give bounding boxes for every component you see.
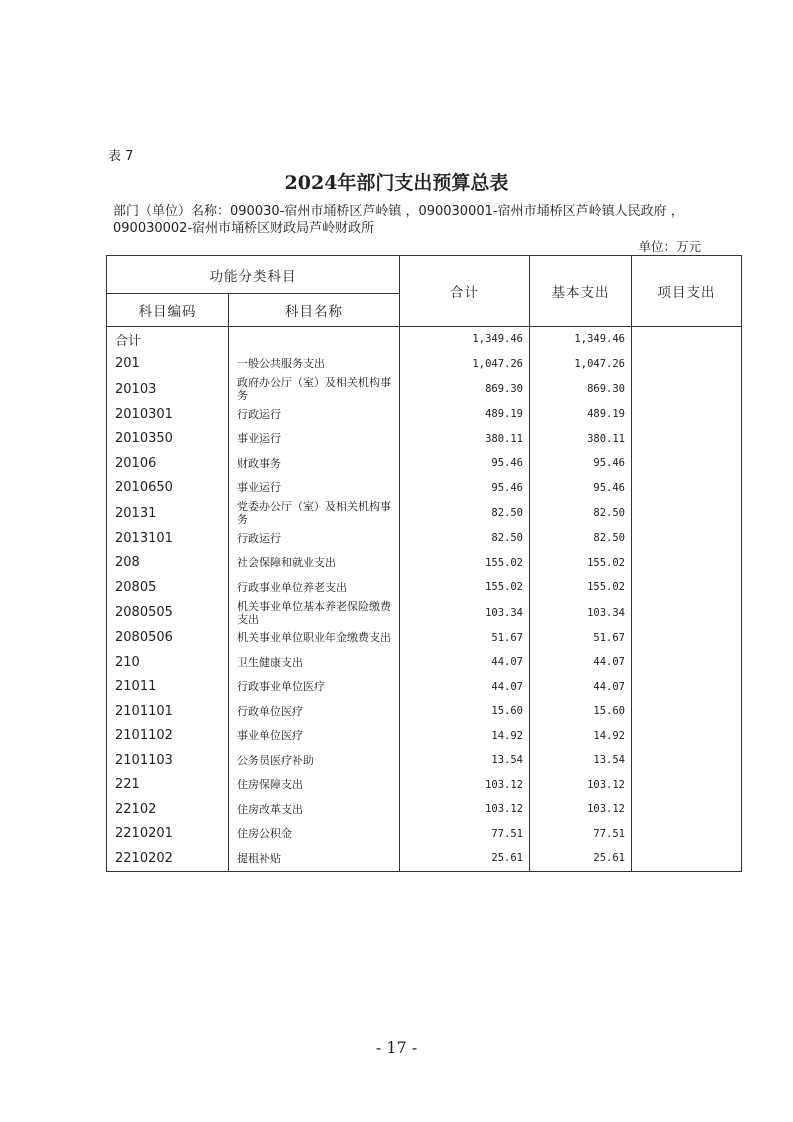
- row-basic: 44.07: [530, 675, 632, 700]
- row-project: [632, 352, 742, 377]
- table-row: [107, 352, 742, 377]
- row-project: [632, 699, 742, 724]
- row-code: 20805: [107, 575, 229, 600]
- table-row: [107, 476, 742, 501]
- row-code: 2101101: [107, 699, 229, 724]
- row-basic: 95.46: [530, 476, 632, 501]
- table-row: [107, 846, 742, 871]
- row-basic: 15.60: [530, 699, 632, 724]
- row-code: 208: [107, 551, 229, 576]
- department-line-2: 090030002-宿州市埇桥区财政局芦岭财政所: [113, 221, 375, 236]
- row-total: 82.50: [400, 526, 530, 551]
- table-label: 表 7: [108, 149, 134, 164]
- row-code: 221: [107, 773, 229, 798]
- row-project: [632, 327, 742, 352]
- page-number: - 17 -: [375, 1038, 418, 1057]
- row-name: 事业运行: [229, 476, 400, 501]
- table-body: [107, 327, 742, 872]
- row-name: 卫生健康支出: [229, 650, 400, 675]
- row-project: [632, 402, 742, 427]
- row-project: [632, 500, 742, 526]
- row-name: 社会保障和就业支出: [229, 551, 400, 576]
- row-total: 103.34: [400, 600, 530, 626]
- row-basic: 103.34: [530, 600, 632, 626]
- row-name: 事业运行: [229, 427, 400, 452]
- row-code: 2010650: [107, 476, 229, 501]
- row-basic: 1,349.46: [530, 327, 632, 352]
- expenditure-table: [106, 255, 742, 872]
- row-name: 事业单位医疗: [229, 724, 400, 749]
- row-basic: 380.11: [530, 427, 632, 452]
- row-total: 103.12: [400, 797, 530, 822]
- row-basic: 13.54: [530, 748, 632, 773]
- table-row: [107, 526, 742, 551]
- row-basic: 44.07: [530, 650, 632, 675]
- row-total: 15.60: [400, 699, 530, 724]
- row-name: 财政事务: [229, 451, 400, 476]
- header-function-group: 功能分类科目: [107, 256, 400, 294]
- row-project: [632, 773, 742, 798]
- row-code: 2010301: [107, 402, 229, 427]
- row-name: 公务员医疗补助: [229, 748, 400, 773]
- row-total: 82.50: [400, 500, 530, 526]
- row-code: 201: [107, 352, 229, 377]
- row-project: [632, 526, 742, 551]
- row-basic: 51.67: [530, 626, 632, 651]
- row-code: 21011: [107, 675, 229, 700]
- table-row: [107, 822, 742, 847]
- row-project: [632, 650, 742, 675]
- row-project: [632, 724, 742, 749]
- row-code: 2080505: [107, 600, 229, 626]
- header-name: 科目名称: [229, 294, 400, 327]
- department-info: [113, 203, 723, 237]
- page-title: 2024年部门支出预算总表: [284, 172, 509, 194]
- row-name: [229, 327, 400, 352]
- row-total: 44.07: [400, 675, 530, 700]
- row-total: 25.61: [400, 846, 530, 871]
- row-project: [632, 376, 742, 402]
- row-basic: 95.46: [530, 451, 632, 476]
- row-name: 住房公积金: [229, 822, 400, 847]
- header-total: 合计: [400, 256, 530, 327]
- row-project: [632, 822, 742, 847]
- row-basic: 155.02: [530, 575, 632, 600]
- row-project: [632, 797, 742, 822]
- row-total: 77.51: [400, 822, 530, 847]
- row-code: 2210202: [107, 846, 229, 871]
- row-basic: 77.51: [530, 822, 632, 847]
- row-code: 2101102: [107, 724, 229, 749]
- row-name: 住房改革支出: [229, 797, 400, 822]
- row-basic: 103.12: [530, 773, 632, 798]
- row-project: [632, 626, 742, 651]
- row-total: 44.07: [400, 650, 530, 675]
- row-basic: 82.50: [530, 500, 632, 526]
- row-total: 155.02: [400, 575, 530, 600]
- row-basic: 489.19: [530, 402, 632, 427]
- table-row: [107, 626, 742, 651]
- unit-label: 单位：万元: [638, 239, 701, 254]
- row-project: [632, 551, 742, 576]
- table-row: [107, 376, 742, 402]
- table-row-total: [107, 327, 742, 352]
- row-code: 合计: [107, 327, 229, 352]
- table-row: [107, 724, 742, 749]
- row-total: 155.02: [400, 551, 530, 576]
- table-row: [107, 451, 742, 476]
- row-total: 13.54: [400, 748, 530, 773]
- row-project: [632, 675, 742, 700]
- row-basic: 103.12: [530, 797, 632, 822]
- table-row: [107, 427, 742, 452]
- row-name: 行政运行: [229, 526, 400, 551]
- row-name: 机关事业单位职业年金缴费支出: [229, 626, 400, 651]
- header-project: 项目支出: [632, 256, 742, 327]
- row-basic: 1,047.26: [530, 352, 632, 377]
- table-row: [107, 600, 742, 626]
- table-row: [107, 402, 742, 427]
- row-total: 14.92: [400, 724, 530, 749]
- row-name: 一般公共服务支出: [229, 352, 400, 377]
- header-basic: 基本支出: [530, 256, 632, 327]
- row-code: 22102: [107, 797, 229, 822]
- row-code: 2013101: [107, 526, 229, 551]
- row-name: 行政单位医疗: [229, 699, 400, 724]
- row-total: 489.19: [400, 402, 530, 427]
- row-code: 2101103: [107, 748, 229, 773]
- row-code: 2010350: [107, 427, 229, 452]
- row-total: 95.46: [400, 476, 530, 501]
- table-row: [107, 748, 742, 773]
- table-row: [107, 500, 742, 526]
- row-name: 提租补贴: [229, 846, 400, 871]
- row-project: [632, 846, 742, 871]
- row-project: [632, 451, 742, 476]
- row-project: [632, 427, 742, 452]
- row-name: 党委办公厅（室）及相关机构事务: [229, 500, 400, 526]
- header-code: 科目编码: [107, 294, 229, 327]
- department-line-1: 部门（单位）名称：090030-宿州市埇桥区芦岭镇 ，090030001-宿州市埇桥区芦岭镇人民政府 ，: [113, 204, 684, 219]
- row-code: 20131: [107, 500, 229, 526]
- table-row: [107, 699, 742, 724]
- row-code: 20106: [107, 451, 229, 476]
- row-name: 行政运行: [229, 402, 400, 427]
- row-project: [632, 748, 742, 773]
- row-code: 20103: [107, 376, 229, 402]
- table-row: [107, 575, 742, 600]
- row-total: 51.67: [400, 626, 530, 651]
- table-row: [107, 797, 742, 822]
- row-name: 行政事业单位医疗: [229, 675, 400, 700]
- row-total: 95.46: [400, 451, 530, 476]
- table-row: [107, 650, 742, 675]
- row-total: 103.12: [400, 773, 530, 798]
- row-name: 住房保障支出: [229, 773, 400, 798]
- row-total: 1,047.26: [400, 352, 530, 377]
- row-total: 869.30: [400, 376, 530, 402]
- row-project: [632, 575, 742, 600]
- row-total: 1,349.46: [400, 327, 530, 352]
- row-basic: 25.61: [530, 846, 632, 871]
- table-row: [107, 773, 742, 798]
- row-project: [632, 600, 742, 626]
- row-name: 行政事业单位养老支出: [229, 575, 400, 600]
- row-project: [632, 476, 742, 501]
- row-code: 2210201: [107, 822, 229, 847]
- table-row: [107, 551, 742, 576]
- row-basic: 155.02: [530, 551, 632, 576]
- row-name: 政府办公厅（室）及相关机构事务: [229, 376, 400, 402]
- row-total: 380.11: [400, 427, 530, 452]
- row-code: 210: [107, 650, 229, 675]
- row-name: 机关事业单位基本养老保险缴费支出: [229, 600, 400, 626]
- row-basic: 82.50: [530, 526, 632, 551]
- row-basic: 869.30: [530, 376, 632, 402]
- row-code: 2080506: [107, 626, 229, 651]
- row-basic: 14.92: [530, 724, 632, 749]
- table-row: [107, 675, 742, 700]
